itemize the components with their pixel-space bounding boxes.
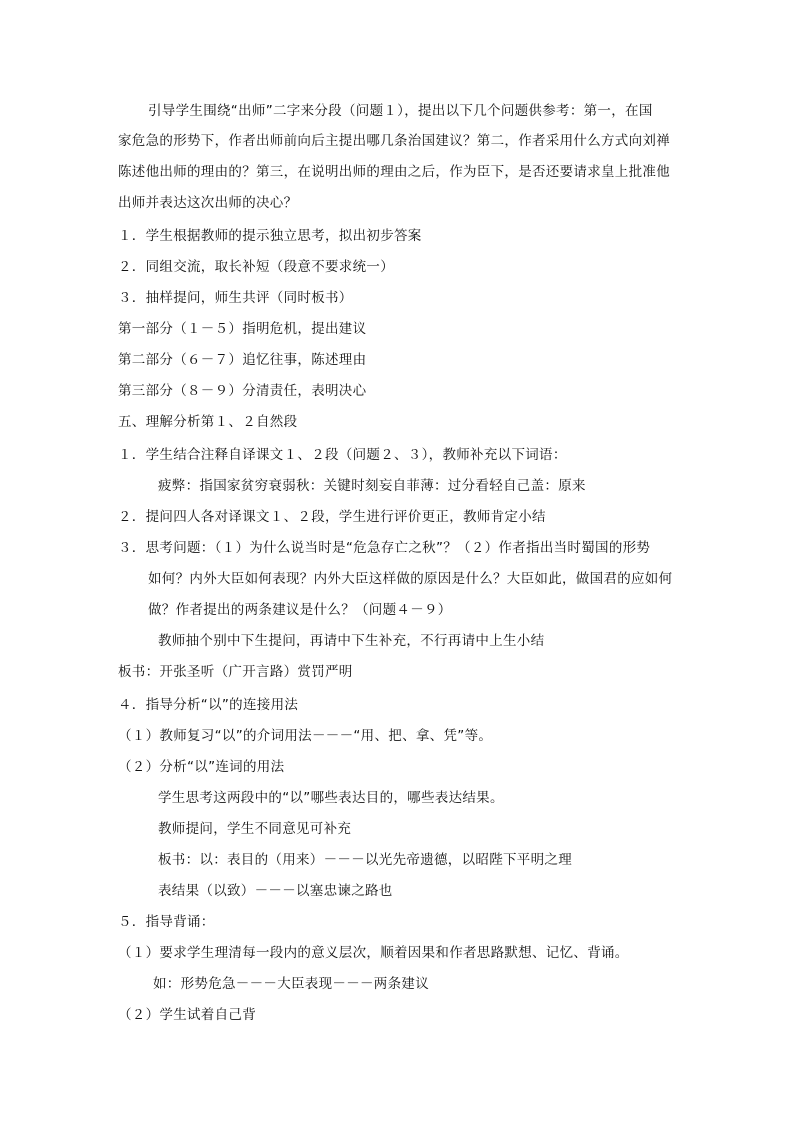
list-item-5: ５．指导背诵：: [118, 914, 215, 930]
board-note-2: 板书：以：表目的（用来）－－－以光先帝遗德，以昭陛下平明之理: [158, 852, 572, 868]
sub-item-1b: （１）要求学生理清每一段内的意义层次，顺着因果和作者思路默想、记忆、背诵。: [118, 945, 629, 961]
section-heading-5: 五、理解分析第１、２自然段: [118, 414, 298, 430]
board-note-2-cont: 表结果（以致）－－－以塞忠谏之路也: [158, 883, 393, 899]
list-item-3b-cont-1: 如何？内外大臣如何表现？内外大臣这样做的原因是什么？大臣如此，做国君的应如何: [148, 571, 673, 587]
paragraph-line-2: 家危急的形势下，作者出师前向后主提出哪几条治国建议？第二，作者采用什么方式向刘禅: [118, 133, 670, 149]
example-line: 如：形势危急－－－大臣表现－－－两条建议: [153, 976, 429, 992]
teacher-note: 教师抽个别中下生提问，再请中下生补充，不行再请中上生小结: [158, 633, 545, 649]
teacher-task: 教师提问，学生不同意见可补充: [158, 821, 352, 837]
paragraph-line-3: 陈述他出师的理由的？第三，在说明出师的理由之后，作为臣下，是否还要请求皇上批准他: [118, 164, 670, 180]
list-item-1b: １．学生结合注释自译课文１、２段（问题２、３），教师补充以下词语：: [118, 447, 567, 463]
sub-item-2b: （２）学生试着自己背: [118, 1007, 256, 1023]
sub-item-1: （１）教师复习“以”的介词用法－－－“用、把、拿、凭”等。: [118, 728, 493, 744]
list-item-4: ４．指导分析“以”的连接用法: [118, 697, 299, 713]
section-part-2: 第二部分（６－７）追忆往事，陈述理由: [118, 352, 367, 368]
section-part-1: 第一部分（１－５）指明危机，提出建议: [118, 321, 367, 337]
board-note-1: 板书：开张圣听（广开言路）赏罚严明: [118, 664, 353, 680]
list-item-3b-cont-2: 做？作者提出的两条建议是什么？（问题４－９）: [148, 602, 452, 618]
vocab-line: 疲弊：指国家贫穷衰弱秋：关键时刻妄自菲薄：过分看轻自己盖：原来: [158, 478, 586, 494]
sub-item-2: （２）分析“以”连词的用法: [118, 759, 285, 775]
list-item-2: ２．同组交流，取长补短（段意不要求统一）: [118, 259, 394, 275]
list-item-2b: ２．提问四人各对译课文１、２段，学生进行评价更正，教师肯定小结: [118, 509, 546, 525]
student-task: 学生思考这两段中的“以”哪些表达目的，哪些表达结果。: [158, 790, 504, 806]
list-item-1: １．学生根据教师的提示独立思考，拟出初步答案: [118, 228, 422, 244]
section-part-3: 第三部分（８－９）分清责任，表明决心: [118, 383, 367, 399]
paragraph-line-1: 引导学生围绕“出师”二字来分段（问题１），提出以下几个问题供参考：第一，在国: [148, 103, 653, 119]
paragraph-line-4: 出师并表达这次出师的决心？: [118, 195, 298, 211]
list-item-3b: ３．思考问题：（１）为什么说当时是“危急存亡之秋”？（２）作者指出当时蜀国的形势: [118, 540, 651, 556]
list-item-3: ３．抽样提问，师生共评（同时板书）: [118, 290, 353, 306]
